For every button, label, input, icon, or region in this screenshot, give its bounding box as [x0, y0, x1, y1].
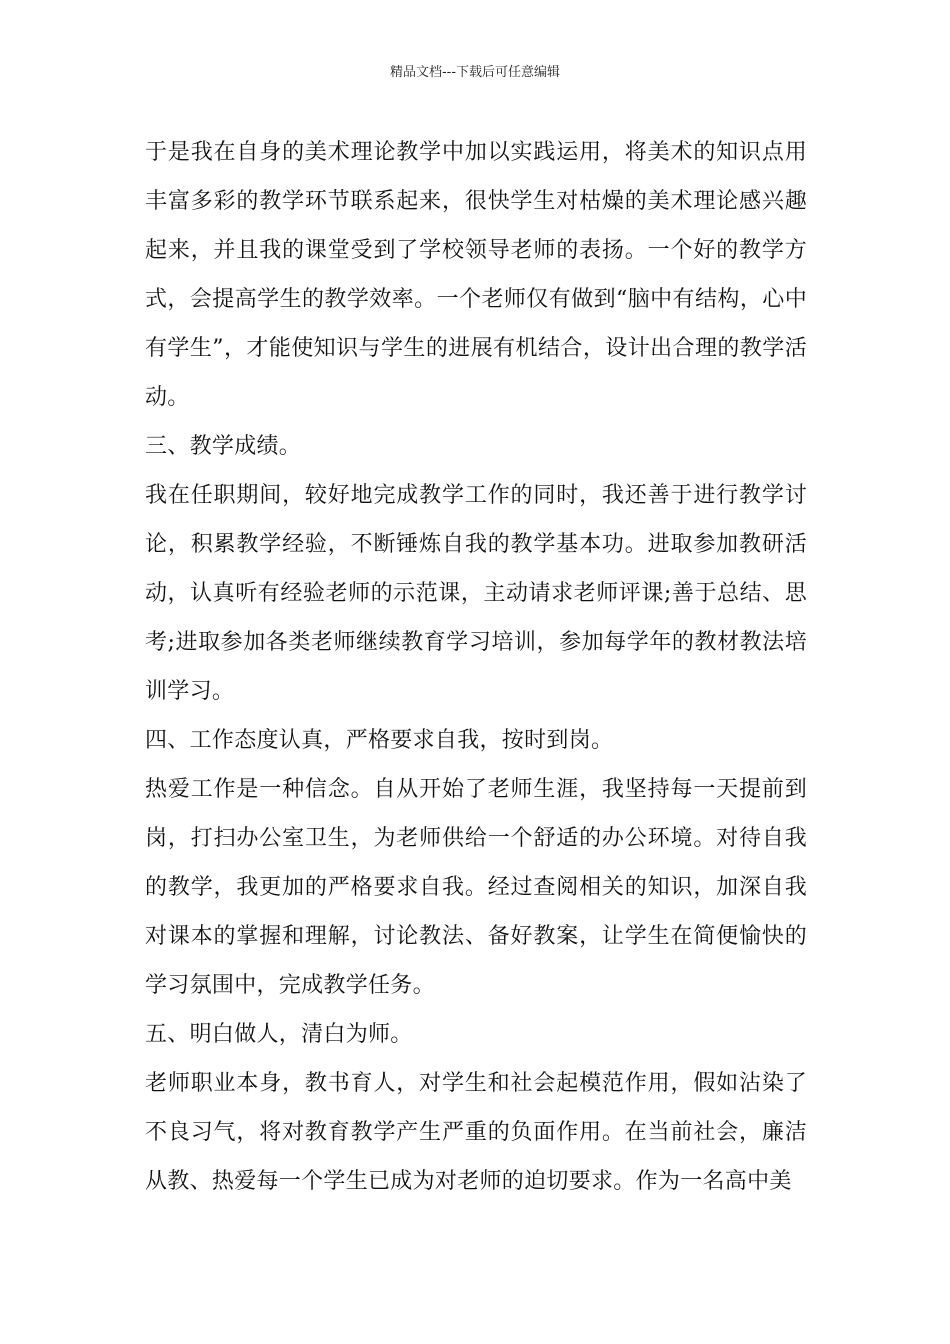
paragraph-integrity: 老师职业本身，教书育人，对学生和社会起模范作用，假如沾染了不良习气，将对教育教学产生严重的负面作用。在当前社会，廉洁从教、热爱每一个学生已成为对老师的迫切要求。作为一名高中美 [145, 1071, 807, 1194]
document-body [145, 128, 807, 1206]
paragraph-work-attitude: 热爱工作是一种信念。自从开始了老师生涯，我坚持每一天提前到岗，打扫办公室卫生，为老师供给一个舒适的办公环境。对待自我的教学，我更加的严格要求自我。经过查阅相关的知识，加深自我对课本的掌握和理解，讨论教法、备好教案，让学生在简便愉快的学习氛围中，完成教学任务。 [145, 777, 807, 998]
page-header: 精品文档---下载后可任意编辑 [389, 65, 561, 80]
paragraph-teaching-results: 我在任职期间，较好地完成教学工作的同时，我还善于进行教学讨论，积累教学经验，不断锤炼自我的教学基本功。进取参加教研活动，认真听有经验老师的示范课，主动请求老师评课;善于总结、思考;进取参加各类老师继续教育学习培训，参加每学年的教材教法培训学习。 [145, 483, 807, 704]
section-heading-work-attitude: 四、工作态度认真，严格要求自我，按时到岗。 [145, 728, 614, 753]
paragraph-teaching-practice: 于是我在自身的美术理论教学中加以实践运用，将美术的知识点用丰富多彩的教学环节联系起来，很快学生对枯燥的美术理论感兴趣起来，并且我的课堂受到了学校领导老师的表扬。一个好的教学方式，会提高学生的教学效率。一个老师仅有做到“脑中有结构，心中有学生”，才能使知识与学生的进展有机结合，设计出合理的教学活动。 [145, 140, 807, 410]
section-heading-integrity: 五、明白做人，清白为师。 [145, 1022, 413, 1047]
section-heading-teaching-results: 三、教学成绩。 [145, 434, 302, 459]
